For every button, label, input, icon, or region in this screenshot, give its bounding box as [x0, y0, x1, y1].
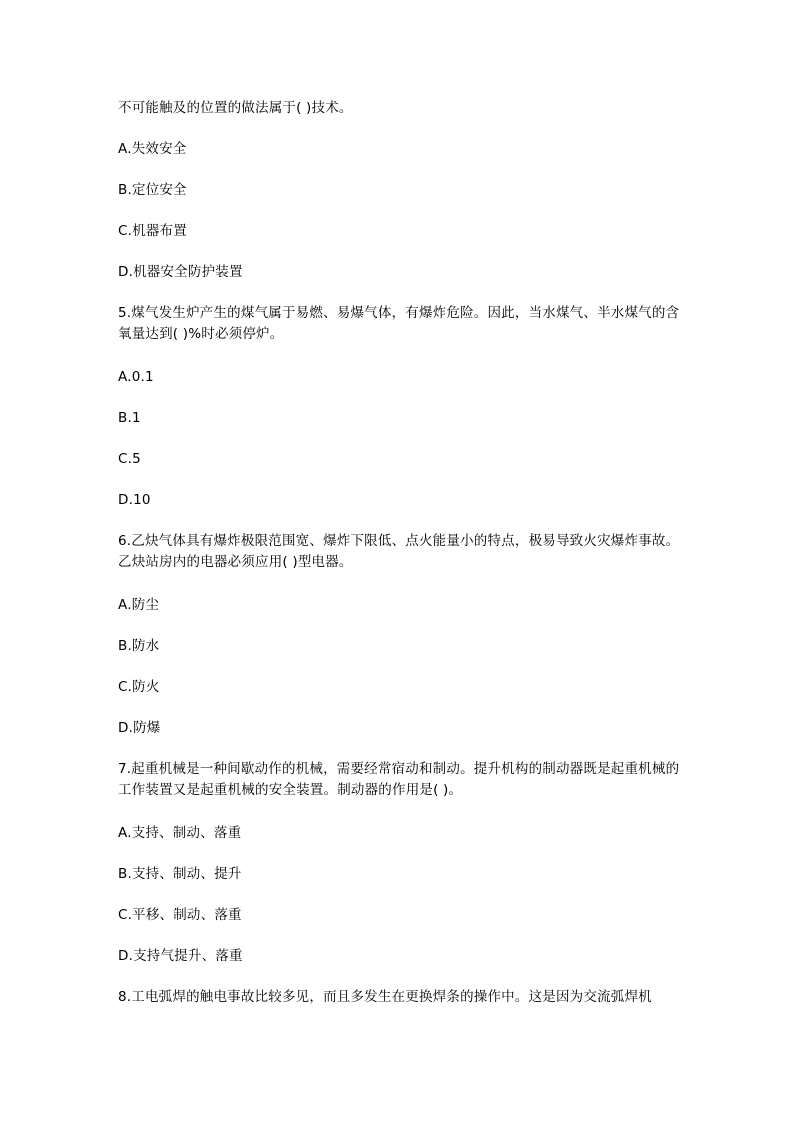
q4-option-b: B.定位安全 — [118, 182, 187, 198]
q5-option-a: A.0.1 — [118, 369, 154, 385]
question-4-tail: 不可能触及的位置的做法属于( )技术。 — [118, 100, 353, 116]
q6-option-c: C.防火 — [118, 679, 160, 695]
q7-option-d: D.支持气提升、落重 — [118, 948, 243, 964]
q5-option-d: D.10 — [118, 492, 151, 508]
q6-option-b: B.防水 — [118, 638, 160, 654]
q7-option-b: B.支持、制动、提升 — [118, 866, 242, 882]
question-7: 7.起重机械是一种间歇动作的机械，需要经常宿动和制动。提升机构的制动器既是起重机械的工作装置又是起重机械的安全装置。制动器的作用是( )。 — [118, 761, 680, 798]
q7-option-a: A.支持、制动、落重 — [118, 825, 242, 841]
q6-option-a: A.防尘 — [118, 597, 160, 613]
q5-option-c: C.5 — [118, 451, 141, 467]
q4-option-a: A.失效安全 — [118, 141, 187, 157]
question-8: 8.工电弧焊的触电事故比较多见，而且多发生在更换焊条的操作中。这是因为交流弧焊机 — [118, 989, 652, 1005]
question-5: 5.煤气发生炉产生的煤气属于易燃、易爆气体，有爆炸危险。因此，当水煤气、半水煤气的含氧量达到( )%时必须停炉。 — [118, 305, 680, 342]
q7-option-c: C.平移、制动、落重 — [118, 907, 242, 923]
q4-option-c: C.机器布置 — [118, 223, 187, 239]
q4-option-d: D.机器安全防护装置 — [118, 264, 243, 280]
document-page — [118, 98, 680, 1028]
question-6: 6.乙炔气体具有爆炸极限范围宽、爆炸下限低、点火能量小的特点，极易导致火灾爆炸事故。乙炔站房内的电器必须应用( )型电器。 — [118, 533, 680, 570]
q6-option-d: D.防爆 — [118, 720, 161, 736]
q5-option-b: B.1 — [118, 410, 141, 426]
